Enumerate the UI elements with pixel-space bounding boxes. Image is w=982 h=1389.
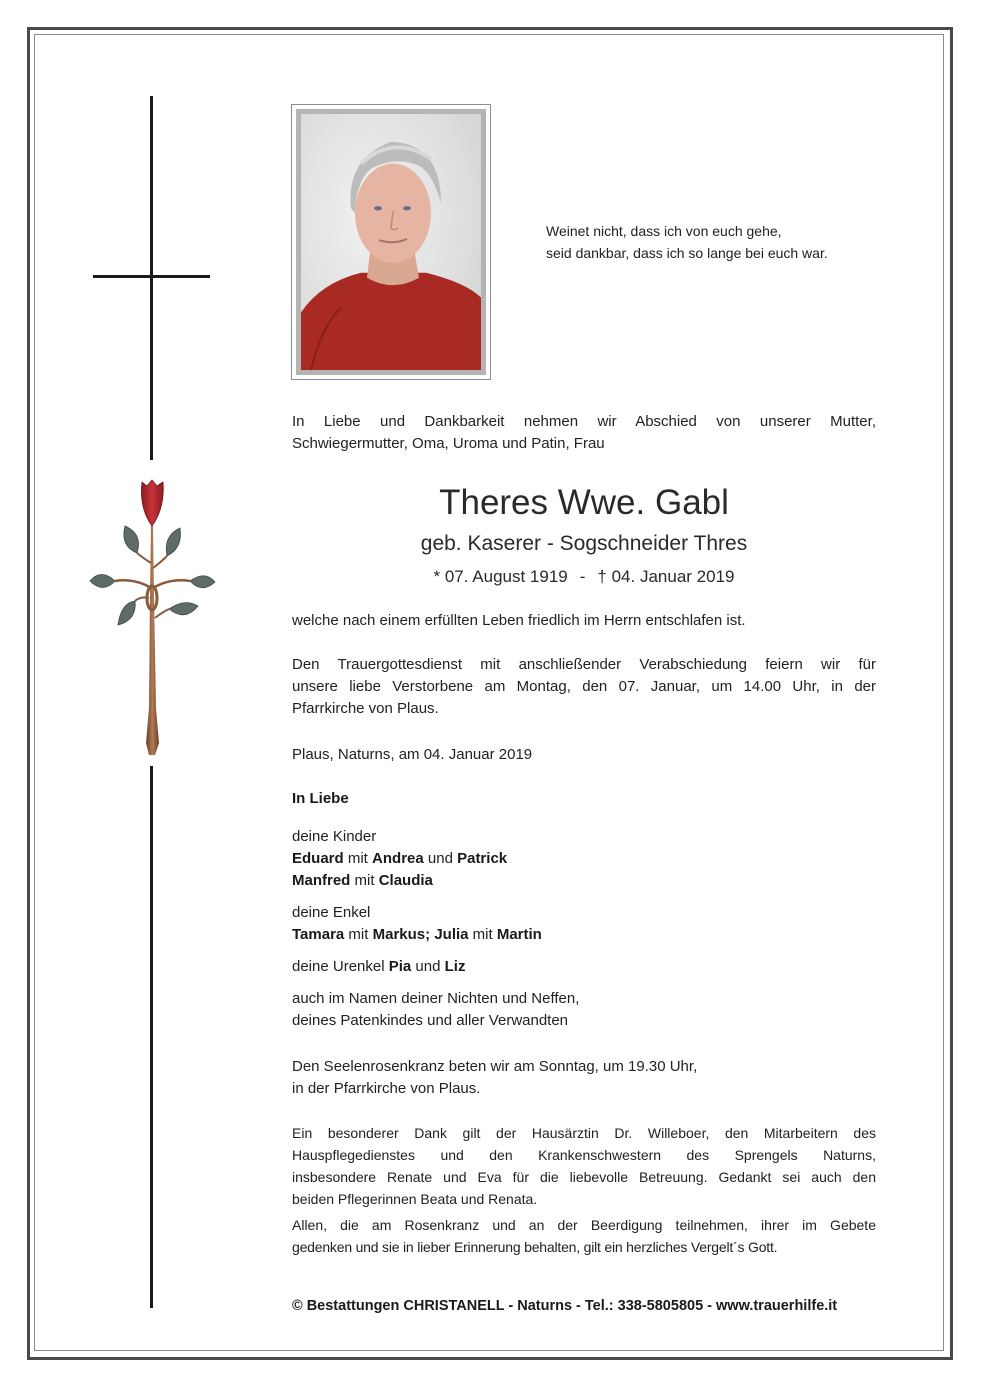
quote: [546, 220, 828, 264]
place-date: Plaus, Naturns, am 04. Januar 2019: [292, 746, 533, 763]
children-label: deine Kinder: [292, 828, 377, 845]
mourners-heading: [292, 788, 876, 810]
connector: und: [423, 850, 458, 867]
service-line: unsere liebe Verstorbene am Montag, den 07. Januar, um 14.00 Uhr, in der: [292, 678, 876, 695]
portrait-illustration: [301, 114, 481, 370]
mourners-heading-text: In Liebe: [292, 790, 349, 807]
thanks-text: [292, 1122, 876, 1258]
thanks-line: Allen, die am Rosenkranz und an der Beerdigung teilnehmen, ihrer im Gebete: [292, 1217, 876, 1233]
portrait-mat: [296, 109, 486, 375]
quote-line: Weinet nicht, dass ich von euch gehe,: [546, 223, 782, 239]
service-line: Pfarrkirche von Plaus.: [292, 700, 439, 717]
service-line: Den Trauergottesdienst mit anschließender Verabschiedung feiern wir für: [292, 656, 876, 673]
birth-date: * 07. August 1919: [433, 567, 568, 586]
thanks-line: beiden Pflegerinnen Beata und Renata.: [292, 1191, 538, 1207]
date-separator: -: [579, 567, 586, 586]
thanks-line: Hauspflegedienstes und den Krankenschwestern des Sprengels Naturns,: [292, 1147, 876, 1163]
passing-text: welche nach einem erfüllten Leben friedlich im Herrn entschlafen ist.: [292, 612, 746, 629]
intro-text: [292, 411, 876, 455]
connector: und: [411, 958, 445, 975]
connector: mit: [350, 872, 379, 889]
cross-horizontal-bar: [93, 275, 210, 278]
grandchildren-group: [292, 902, 876, 946]
great-grandchildren-line: [292, 956, 876, 978]
relatives-line: auch im Namen deiner Nichten und Neffen,: [292, 990, 580, 1007]
connector: mit: [468, 926, 497, 943]
relatives-text: [292, 988, 876, 1032]
leaf: [166, 528, 180, 556]
mourner-name: Julia: [434, 926, 469, 943]
mourner-name: Markus;: [372, 926, 431, 943]
mourner-name: Patrick: [457, 850, 508, 867]
mourner-name: Tamara: [292, 926, 345, 943]
deceased-name: Theres Wwe. Gabl: [439, 483, 729, 522]
portrait-frame: [291, 104, 491, 380]
leaf: [190, 576, 215, 588]
mourner-name: Liz: [444, 958, 466, 975]
mourner-name: Claudia: [378, 872, 433, 889]
footer-credit: © Bestattungen CHRISTANELL - Naturns - Tel.: 338-5805805 - www.trauerhilfe.it: [292, 1298, 838, 1314]
rose-bloom: [141, 480, 163, 526]
mourner-name: Pia: [388, 958, 412, 975]
children-line: [292, 870, 876, 892]
thanks-line: Ein besonderer Dank gilt der Hausärztin Dr. Willeboer, den Mitarbeitern des: [292, 1125, 876, 1141]
mourner-name: Eduard: [292, 850, 344, 867]
leaf: [118, 601, 135, 625]
life-dates: [292, 565, 876, 589]
rose-icon: [85, 478, 220, 760]
rosary-line: in der Pfarrkirche von Plaus.: [292, 1080, 481, 1097]
connector: mit: [344, 926, 373, 943]
quote-line: seid dankbar, dass ich so lange bei euch war.: [546, 245, 828, 261]
maiden-name: geb. Kaserer - Sogschneider Thres: [420, 532, 748, 555]
rosary-line: Den Seelenrosenkranz beten wir am Sonntag, um 19.30 Uhr,: [292, 1058, 698, 1075]
service-text: [292, 654, 876, 720]
mourner-name: Martin: [496, 926, 542, 943]
leaf: [169, 603, 198, 615]
death-date: † 04. Januar 2019: [597, 567, 735, 586]
leaf: [124, 526, 139, 553]
children-group: [292, 826, 876, 892]
connector: mit: [343, 850, 373, 867]
great-grandchildren-label: deine Urenkel: [292, 958, 389, 975]
children-line: [292, 848, 876, 870]
intro-line: In Liebe und Dankbarkeit nehmen wir Abschied von unserer Mutter,: [292, 413, 876, 430]
cross-vertical-lower: [150, 766, 153, 1308]
thanks-line: gedenken und sie in lieber Erinnerung behalten, gilt ein herzliches Vergelt´s Gott.: [292, 1239, 778, 1255]
grandchildren-label: deine Enkel: [292, 904, 371, 921]
mourner-name: Manfred: [292, 872, 351, 889]
intro-line: Schwiegermutter, Oma, Uroma und Patin, Frau: [292, 435, 605, 452]
thanks-line: insbesondere Renate und Eva für die liebevolle Betreuung. Gedankt sei auch den: [292, 1169, 876, 1185]
rosary-text: [292, 1056, 876, 1100]
portrait-photo: [301, 114, 481, 370]
mourner-name: Andrea: [372, 850, 424, 867]
cross-vertical-upper: [150, 96, 153, 460]
relatives-line: deines Patenkindes und aller Verwandten: [292, 1012, 569, 1029]
grandchildren-line: [292, 924, 876, 946]
leaf: [90, 575, 115, 588]
